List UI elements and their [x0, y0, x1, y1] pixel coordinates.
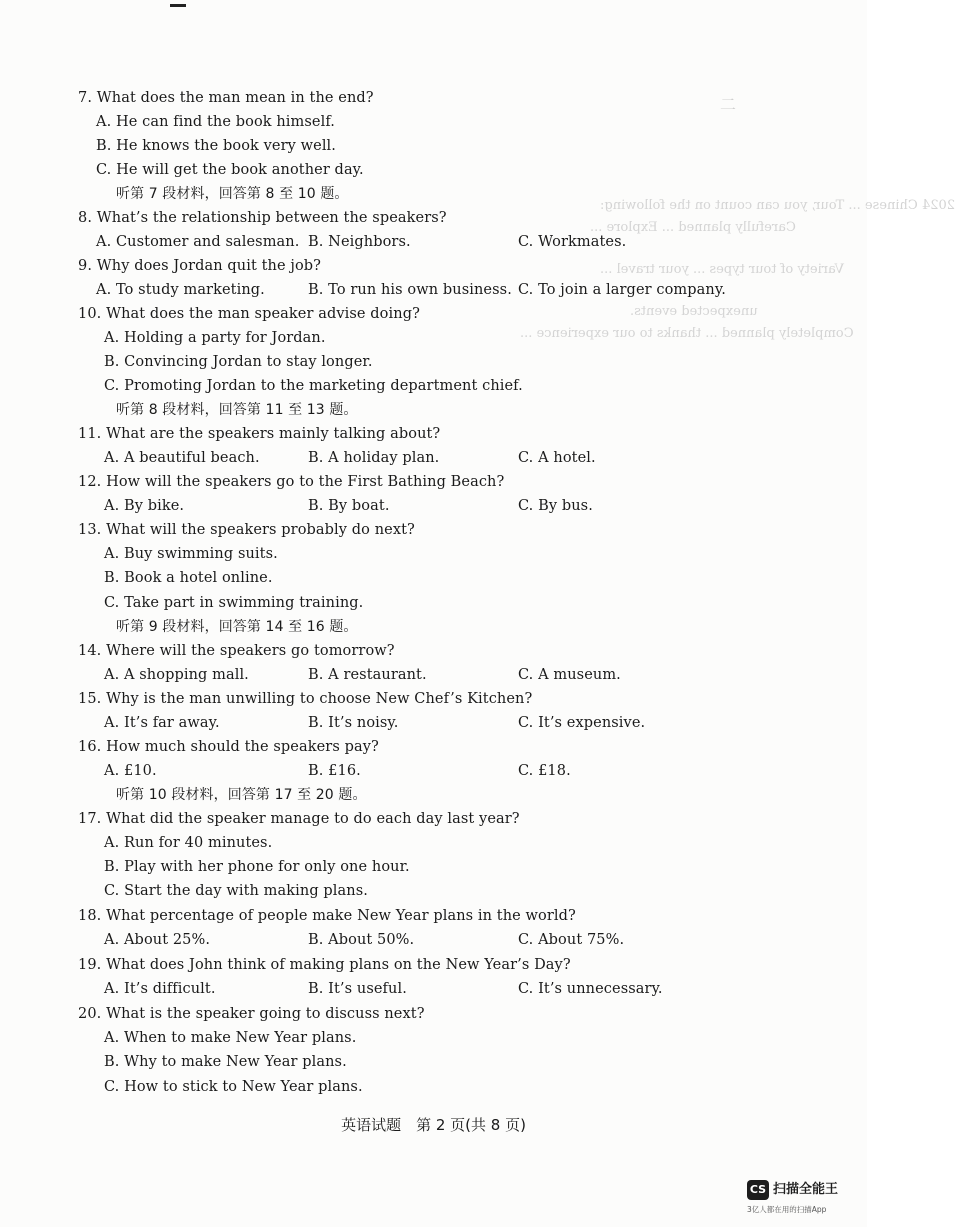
question-stem: 8. What’s the relationship between the speakers?	[78, 210, 447, 226]
question-stem: 20. What is the speaker going to discuss next?	[78, 1006, 425, 1022]
option: A. It’s far away.	[104, 715, 220, 731]
option: A. £10.	[104, 763, 157, 779]
option: A. Holding a party for Jordan.	[104, 330, 326, 346]
option: B. Neighbors.	[308, 234, 411, 250]
bleed-text: Carefully planned ... Explore ...	[590, 220, 796, 235]
question-stem: 12. How will the speakers go to the First Bathing Beach?	[78, 474, 505, 490]
question-stem: 13. What will the speakers probably do next?	[78, 522, 415, 538]
page-footer: 英语试题 第 2 页(共 8 页)	[341, 1116, 526, 1134]
option: B. By boat.	[308, 498, 390, 514]
option: C. By bus.	[518, 498, 593, 514]
question-stem: 11. What are the speakers mainly talking about?	[78, 426, 441, 442]
option: C. Take part in swimming training.	[104, 595, 364, 611]
scan-edge-mark	[170, 0, 186, 7]
option: C. It’s expensive.	[518, 715, 646, 731]
option: A. Run for 40 minutes.	[104, 835, 273, 851]
option: C. He will get the book another day.	[96, 162, 364, 178]
option: B. £16.	[308, 763, 361, 779]
question-stem: 7. What does the man mean in the end?	[78, 90, 374, 106]
option: B. Convincing Jordan to stay longer.	[104, 354, 373, 370]
option: B. He knows the book very well.	[96, 138, 336, 154]
option: B. Play with her phone for only one hour.	[104, 859, 410, 875]
bleed-text: 2024 Chinese ... Tour, you can count on the following:	[600, 198, 955, 213]
question-stem: 9. Why does Jordan quit the job?	[78, 258, 322, 274]
option: B. It’s noisy.	[308, 715, 399, 731]
scanner-watermark	[745, 1178, 863, 1222]
bleed-text: Completely planned ... thanks to our experience ...	[520, 326, 854, 341]
option: B. About 50%.	[308, 932, 415, 948]
option: C. A hotel.	[518, 450, 596, 466]
option: A. About 25%.	[104, 932, 211, 948]
question-stem: 17. What did the speaker manage to do each day last year?	[78, 811, 520, 827]
option: A. A beautiful beach.	[104, 450, 260, 466]
option: B. It’s useful.	[308, 981, 407, 997]
section-heading: 听第 10 段材料，回答第 17 至 20 题。	[116, 787, 367, 803]
section-heading: 听第 9 段材料，回答第 14 至 16 题。	[116, 619, 358, 635]
option: C. To join a larger company.	[518, 282, 726, 298]
option: A. When to make New Year plans.	[104, 1030, 357, 1046]
option: A. He can find the book himself.	[96, 114, 336, 130]
question-stem: 14. Where will the speakers go tomorrow?	[78, 643, 395, 659]
option: C. A museum.	[518, 667, 621, 683]
watermark-tagline: 3亿人都在用的扫描App	[747, 1205, 827, 1214]
watermark-app-name: 扫描全能王	[773, 1182, 839, 1197]
option: C. Promoting Jordan to the marketing department chief.	[104, 378, 523, 394]
option: A. To study marketing.	[96, 282, 265, 298]
option: A. Customer and salesman.	[96, 234, 300, 250]
option: C. Workmates.	[518, 234, 627, 250]
bleed-mark: 二	[720, 95, 737, 114]
option: C. About 75%.	[518, 932, 625, 948]
question-stem: 10. What does the man speaker advise doing?	[78, 306, 420, 322]
option: B. A restaurant.	[308, 667, 427, 683]
option: C. Start the day with making plans.	[104, 883, 368, 899]
bleed-text: unexpected events.	[630, 304, 758, 319]
option: C. £18.	[518, 763, 571, 779]
question-stem: 16. How much should the speakers pay?	[78, 739, 379, 755]
option: C. How to stick to New Year plans.	[104, 1079, 363, 1095]
bleed-text: Variety of tour types ... your travel ...	[600, 262, 844, 277]
section-heading: 听第 7 段材料，回答第 8 至 10 题。	[116, 186, 349, 202]
question-stem: 19. What does John think of making plans on the New Year’s Day?	[78, 957, 571, 973]
question-stem: 18. What percentage of people make New Year plans in the world?	[78, 908, 576, 924]
option: A. By bike.	[104, 498, 185, 514]
option: B. To run his own business.	[308, 282, 512, 298]
option: B. Book a hotel online.	[104, 570, 273, 586]
section-heading: 听第 8 段材料，回答第 11 至 13 题。	[116, 402, 358, 418]
option: B. A holiday plan.	[308, 450, 440, 466]
option: B. Why to make New Year plans.	[104, 1054, 347, 1070]
question-stem: 15. Why is the man unwilling to choose New Chef’s Kitchen?	[78, 691, 533, 707]
option: A. Buy swimming suits.	[104, 546, 278, 562]
option: A. A shopping mall.	[104, 667, 249, 683]
option: A. It’s difficult.	[104, 981, 216, 997]
option: C. It’s unnecessary.	[518, 981, 663, 997]
camscanner-logo-icon: CS	[747, 1180, 769, 1200]
